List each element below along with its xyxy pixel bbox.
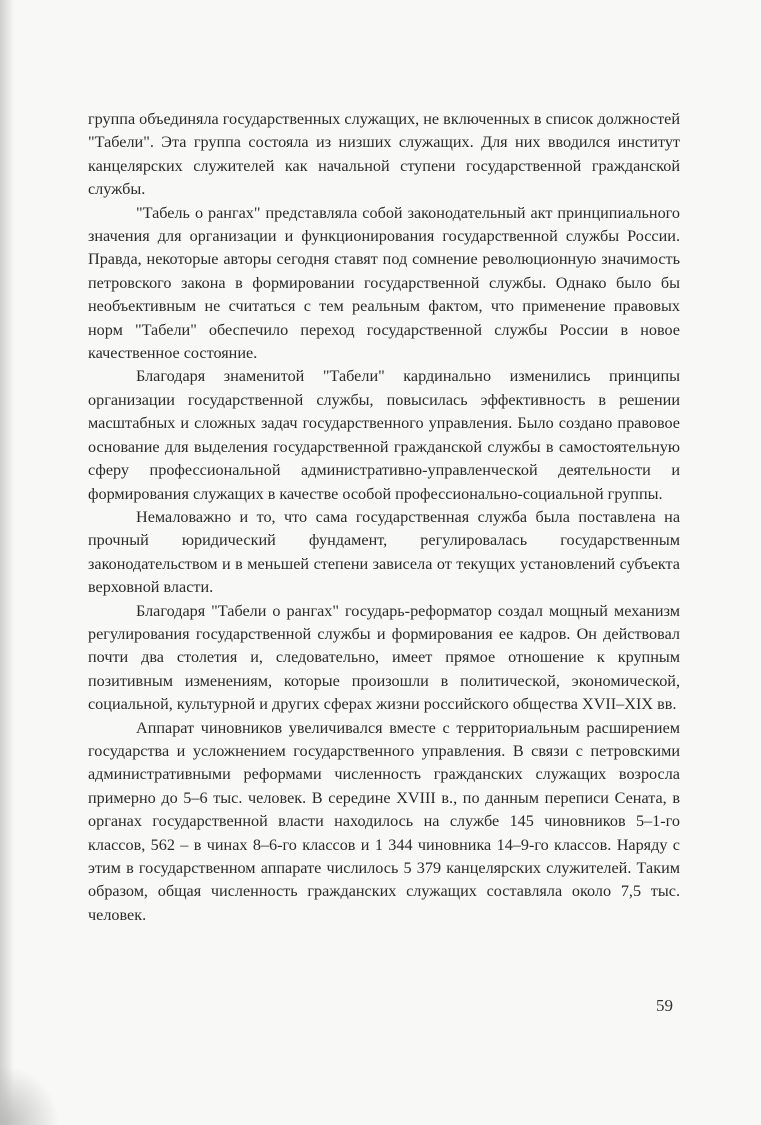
scan-edge-shadow bbox=[0, 0, 14, 1125]
paragraph-5: Благодаря "Табели о рангах" государь-реформатор создал мощный механизм регулирования государственной службы и формирования ее кадров. Он действовал почти два столетия и, следовательно, имеет прямое отношение к крупным позитивным изменениям, которые произошли в политической, экономической, социальной, культурной и других сферах жизни российского общества XVII–XIX вв. bbox=[88, 601, 680, 714]
paragraph-2: "Табель о рангах" представляла собой законодательный акт принципиального значения для организации и функционирования государственной службы России. Правда, некоторые авторы сегодня ставят под сомнение революционную значимость петровского закона в формировании государственной службы. Однако было бы необъективным не считаться с тем реальным фактом, что применение правовых норм "Табели" обеспечило переход государственной службы России в новое качественное состояние. bbox=[88, 203, 680, 363]
paragraph-1: группа объединяла государственных служащих, не включенных в список должностей "Табели". Эта группа состояла из низших служащих. Для них вводился институт канцелярских служителей как начальной ступени государственной гражданской службы. bbox=[88, 110, 680, 199]
paragraph-3: Благодаря знаменитой "Табели" кардинально изменились принципы организации государственной службы, повысилась эффективность в решении масштабных и сложных задач государственного управления. Было создано правовое основание для выделения государственной гражданской службы в самостоятельную сферу профессиональной административно-управленческой деятельности и формирования служащих в качестве особой профессионально-социальной группы. bbox=[88, 367, 680, 503]
page-number: 59 bbox=[656, 996, 673, 1015]
paragraph-4: Немаловажно и то, что сама государственная служба была поставлена на прочный юридический фундамент, регулировалась государственным законодательством и в меньшей степени зависела от текущих установлений субъекта верховной власти. bbox=[88, 507, 680, 597]
scan-corner-shadow bbox=[0, 1065, 60, 1125]
body-text bbox=[88, 108, 680, 927]
paragraph-6: Аппарат чиновников увеличивался вместе с территориальным расширением государства и усложнением государственного управления. В связи с петровскими административными реформами численность гражданских служащих возросла примерно до 5–6 тыс. человек. В середине XVIII в., по данным переписи Сената, в органах государственной власти находилось на службе 145 чиновников 5–1-го классов, 562 – в чинах 8–6-го классов и 1 344 чиновника 14–9-го классов. Наряду с этим в государственном аппарате числилось 5 379 канцелярских служителей. Таким образом, общая численность гражданских служащих составляла около 7,5 тыс. человек. bbox=[88, 718, 680, 924]
